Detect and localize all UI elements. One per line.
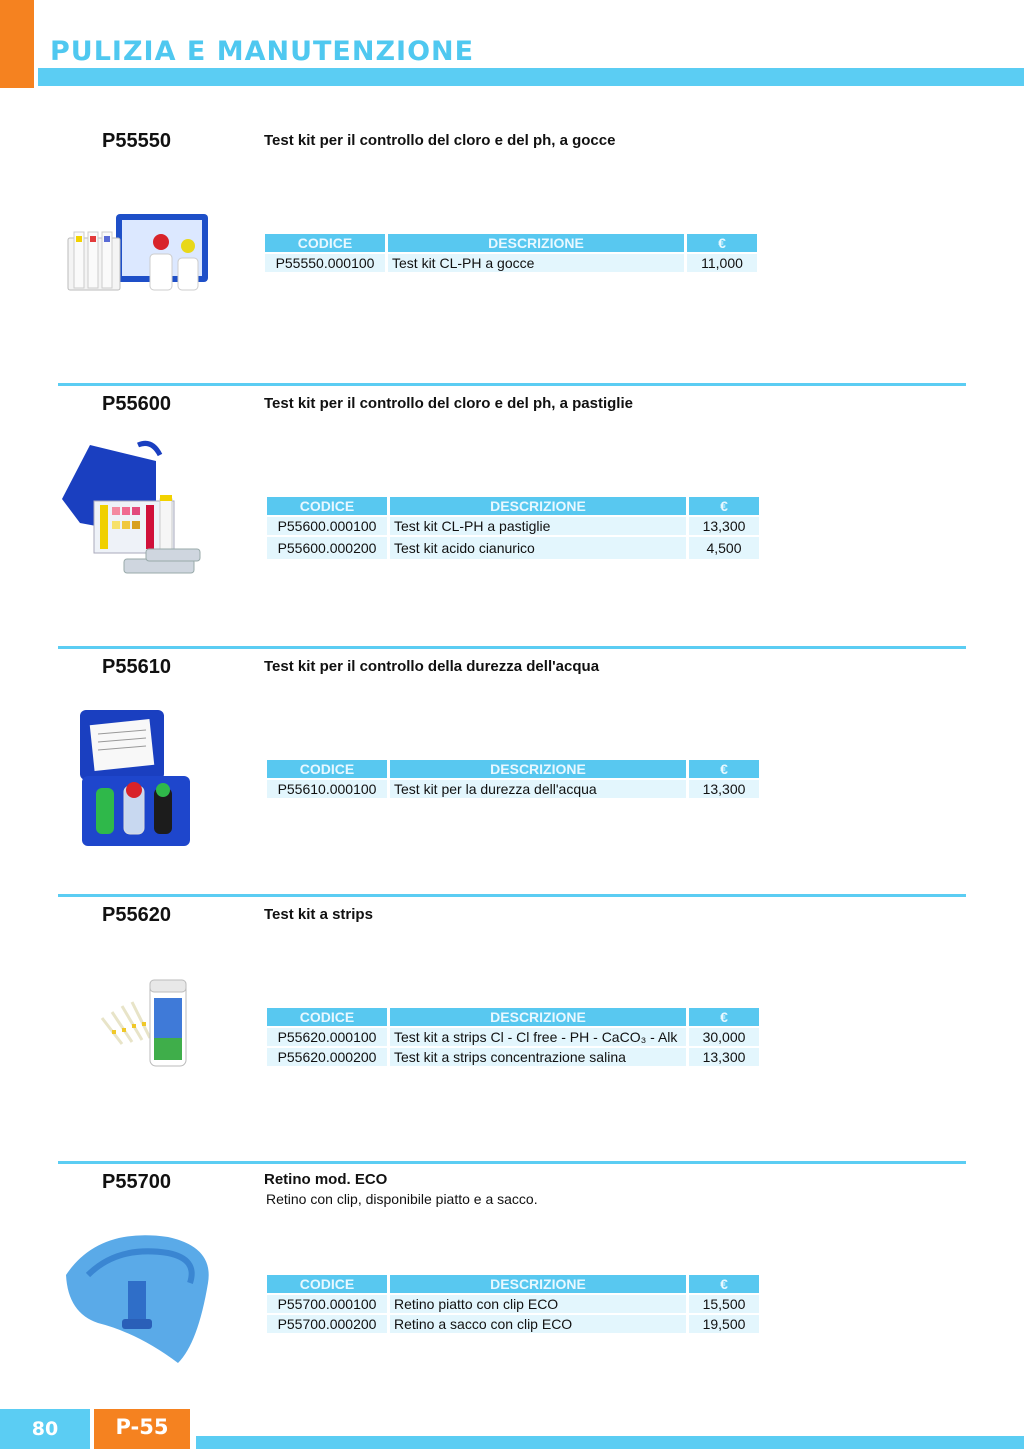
table-row [267,1295,759,1313]
table-header-row [267,760,759,778]
product-title: Test kit per il controllo della durezza dell'acqua [264,658,600,675]
cell-price: 13,300 [689,517,759,535]
product-code: P55610 [102,656,171,678]
table-row [267,1048,759,1066]
section-divider [58,1161,966,1164]
product-title: Retino mod. ECO [264,1171,388,1188]
price-table [264,1273,762,1335]
cell-code: P55550.000100 [265,254,385,272]
cell-code: P55600.000200 [267,537,387,559]
table-row [267,517,759,535]
price-table [264,495,762,561]
table-row [265,254,757,272]
table-header-row [267,1275,759,1293]
price-table [264,1006,762,1068]
cell-desc: Test kit a strips concentrazione salina [390,1048,686,1066]
table-row [267,537,759,559]
cell-price: 4,500 [689,537,759,559]
table-header-row [267,1008,759,1026]
product-code: P55620 [102,904,171,926]
col-header-code: CODICE [267,1275,387,1293]
test-strips-image [98,978,192,1072]
price-table [264,758,762,800]
cell-price: 19,500 [689,1315,759,1333]
cell-desc: Test kit CL-PH a gocce [388,254,684,272]
product-title: Test kit a strips [264,906,373,923]
footer-bar [196,1436,1024,1449]
product-code: P55700 [102,1171,171,1193]
section-divider [58,894,966,897]
col-header-code: CODICE [267,1008,387,1026]
col-header-price: € [689,497,759,515]
cell-code: P55700.000200 [267,1315,387,1333]
col-header-price: € [689,760,759,778]
col-header-desc: DESCRIZIONE [390,497,686,515]
table-header-row [265,234,757,252]
test-kit-tablets-image [60,439,205,583]
cell-desc: Test kit acido cianurico [390,537,686,559]
test-kit-hardness-image [76,706,194,850]
col-header-price: € [687,234,757,252]
cell-price: 13,300 [689,780,759,798]
test-kit-drops-image [62,212,212,296]
col-header-desc: DESCRIZIONE [390,1275,686,1293]
skimmer-net-image [58,1223,216,1367]
col-header-price: € [689,1275,759,1293]
table-header-row [267,497,759,515]
price-table [262,232,760,274]
table-row [267,1028,759,1046]
col-header-desc: DESCRIZIONE [390,760,686,778]
cell-price: 11,000 [687,254,757,272]
cell-desc: Retino piatto con clip ECO [390,1295,686,1313]
col-header-desc: DESCRIZIONE [390,1008,686,1026]
col-header-code: CODICE [267,497,387,515]
cell-desc: Test kit CL-PH a pastiglie [390,517,686,535]
cell-price: 15,500 [689,1295,759,1313]
cell-desc: Test kit per la durezza dell'acqua [390,780,686,798]
cell-desc: Test kit a strips Cl - Cl free - PH - CaCO₃ - Alk [390,1028,686,1046]
product-code: P55600 [102,393,171,415]
cell-price: 30,000 [689,1028,759,1046]
product-title: Test kit per il controllo del cloro e del ph, a gocce [264,132,616,149]
product-code: P55550 [102,130,171,152]
cell-code: P55620.000200 [267,1048,387,1066]
cell-price: 13,300 [689,1048,759,1066]
cell-code: P55600.000100 [267,517,387,535]
product-subtitle: Retino con clip, disponibile piatto e a sacco. [266,1191,538,1207]
header-accent [0,0,34,88]
col-header-price: € [689,1008,759,1026]
col-header-desc: DESCRIZIONE [388,234,684,252]
header-bar [38,68,1024,86]
cell-code: P55700.000100 [267,1295,387,1313]
table-row [267,780,759,798]
cell-desc: Retino a sacco con clip ECO [390,1315,686,1333]
section-divider [58,383,966,386]
cell-code: P55610.000100 [267,780,387,798]
col-header-code: CODICE [267,760,387,778]
table-row [267,1315,759,1333]
page-number: 80 [0,1409,90,1449]
page-title: PULIZIA E MANUTENZIONE [50,36,475,67]
product-title: Test kit per il controllo del cloro e del ph, a pastiglie [264,395,633,412]
section-divider [58,646,966,649]
col-header-code: CODICE [265,234,385,252]
cell-code: P55620.000100 [267,1028,387,1046]
section-code-badge: P-55 [94,1409,190,1449]
